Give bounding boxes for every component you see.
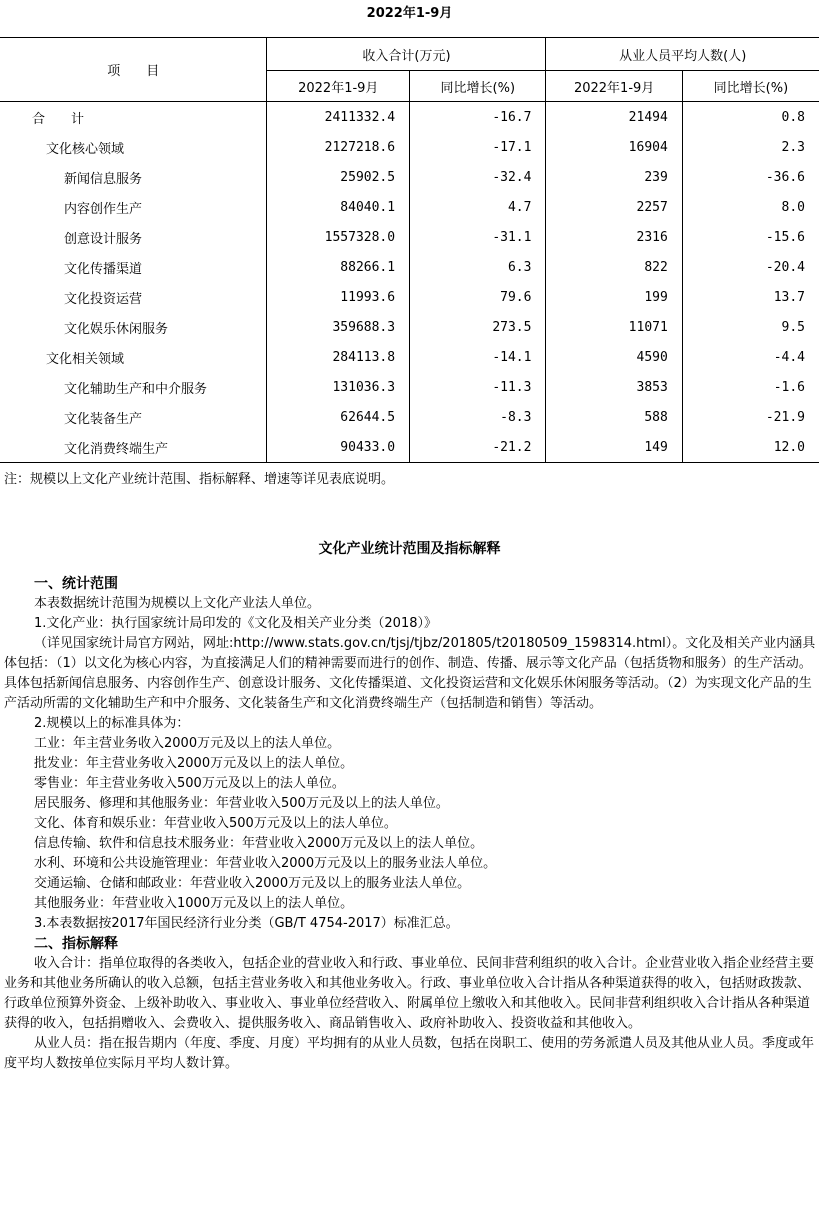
item-1-paragraph: 1.文化产业：执行国家统计局印发的《文化及相关产业分类（2018）》 bbox=[34, 616, 437, 631]
explanation-section bbox=[4, 574, 816, 1074]
row-income-growth: -11.3 bbox=[410, 372, 546, 402]
standard-item: 水利、环境和公共设施管理业：年营业收入2000万元及以上的服务业法人单位。 bbox=[34, 856, 497, 871]
row-name: 文化投资运营 bbox=[64, 291, 143, 307]
row-income-growth: -32.4 bbox=[410, 162, 546, 192]
row-employees-growth: -4.4 bbox=[682, 342, 819, 372]
table-row bbox=[0, 162, 819, 192]
statistics-table bbox=[0, 37, 819, 463]
row-name: 文化辅助生产和中介服务 bbox=[64, 381, 208, 397]
row-income-growth: -21.2 bbox=[410, 432, 546, 463]
table-row bbox=[0, 312, 819, 342]
scope-paragraph: 本表数据统计范围为规模以上文化产业法人单位。 bbox=[34, 596, 321, 611]
row-employees: 822 bbox=[546, 252, 682, 282]
employees-growth-header: 同比增长(%) bbox=[682, 71, 819, 102]
standard-item: 零售业：年主营业务收入500万元及以上的法人单位。 bbox=[34, 776, 345, 791]
row-employees-growth: 9.5 bbox=[682, 312, 819, 342]
section-title: 文化产业统计范围及指标解释 bbox=[318, 541, 501, 557]
row-name: 文化相关领域 bbox=[46, 351, 125, 367]
table-row bbox=[0, 342, 819, 372]
row-name: 文化消费终端生产 bbox=[0, 432, 267, 463]
income-definition-paragraph: 收入合计：指单位取得的各类收入，包括企业的营业收入和行政、事业单位、民间非营利组织的收入合计。企业营业收入指企业经营主要业务和其他业务所确认的收入总额，包括主营业务收入和其他业务收入。行政、事业单位收入合计指从各种渠道获得的收入，包括财政拨款、行政单位预算外资金、上级补助收入、事业收入、事业单位经营收入、附属单位上缴收入和其他收入。民间非营利组织收入合计指从各种渠道获得的收入，包括捐赠收入、会费收入、提供服务收入、商品销售收入、政府补助收入、投资收益和其他收入。 bbox=[4, 956, 815, 1031]
table-row bbox=[0, 132, 819, 162]
employees-definition-paragraph: 从业人员：指在报告期内（年度、季度、月度）平均拥有的从业人员数，包括在岗职工、使用的劳务派遣人员及其他从业人员。季度或年度平均人数按单位实际月平均人数计算。 bbox=[4, 1036, 815, 1071]
row-income-growth: -16.7 bbox=[410, 102, 546, 133]
employees-group-header: 从业人员平均人数(人) bbox=[546, 38, 819, 71]
row-employees: 199 bbox=[546, 282, 682, 312]
item-column-header: 项 目 bbox=[0, 38, 267, 102]
row-employees-growth: 8.0 bbox=[682, 192, 819, 222]
row-employees-growth: 0.8 bbox=[682, 102, 819, 133]
standard-item: 批发业：年主营业务收入2000万元及以上的法人单位。 bbox=[34, 756, 354, 771]
row-income: 284113.8 bbox=[267, 342, 410, 372]
row-name: 文化娱乐休闲服务 bbox=[64, 321, 169, 337]
table-body bbox=[0, 102, 819, 463]
row-employees-growth: -15.6 bbox=[682, 222, 819, 252]
table-row bbox=[0, 252, 819, 282]
income-period-header: 2022年1-9月 bbox=[267, 71, 410, 102]
row-employees: 2257 bbox=[546, 192, 682, 222]
item-3-paragraph: 3.本表数据按2017年国民经济行业分类（GB/T 4754-2017）标准汇总。 bbox=[34, 916, 459, 931]
row-employees: 239 bbox=[546, 162, 682, 192]
row-employees: 588 bbox=[546, 402, 682, 432]
standard-item: 信息传输、软件和信息技术服务业：年营业收入2000万元及以上的法人单位。 bbox=[34, 836, 484, 851]
income-group-header: 收入合计(万元) bbox=[267, 38, 546, 71]
row-name: 文化装备生产 bbox=[64, 411, 143, 427]
row-income-growth: -8.3 bbox=[410, 402, 546, 432]
row-income: 1557328.0 bbox=[267, 222, 410, 252]
row-income: 2411332.4 bbox=[267, 102, 410, 133]
row-employees-growth: 2.3 bbox=[682, 132, 819, 162]
row-income: 25902.5 bbox=[267, 162, 410, 192]
row-income-growth: 6.3 bbox=[410, 252, 546, 282]
table-row bbox=[0, 432, 819, 463]
table-row bbox=[0, 222, 819, 252]
table-row bbox=[0, 282, 819, 312]
employees-period-header: 2022年1-9月 bbox=[546, 71, 682, 102]
table-note: 注：规模以上文化产业统计范围、指标解释、增速等详见表底说明。 bbox=[4, 472, 395, 487]
row-employees: 149 bbox=[546, 432, 682, 463]
row-employees-growth: -20.4 bbox=[682, 252, 819, 282]
row-income: 359688.3 bbox=[267, 312, 410, 342]
row-income: 62644.5 bbox=[267, 402, 410, 432]
row-income: 11993.6 bbox=[267, 282, 410, 312]
table-row bbox=[0, 372, 819, 402]
row-name: 合 计 bbox=[32, 111, 85, 127]
row-income-growth: 273.5 bbox=[410, 312, 546, 342]
row-employees-growth: -36.6 bbox=[682, 162, 819, 192]
row-employees-growth: 13.7 bbox=[682, 282, 819, 312]
row-income: 2127218.6 bbox=[267, 132, 410, 162]
income-growth-header: 同比增长(%) bbox=[410, 71, 546, 102]
row-name: 文化核心领域 bbox=[46, 141, 125, 157]
standard-item: 居民服务、修理和其他服务业：年营业收入500万元及以上的法人单位。 bbox=[34, 796, 449, 811]
row-income-growth: 79.6 bbox=[410, 282, 546, 312]
row-income-growth: -17.1 bbox=[410, 132, 546, 162]
row-income: 84040.1 bbox=[267, 192, 410, 222]
row-name: 创意设计服务 bbox=[64, 231, 143, 247]
row-employees: 21494 bbox=[546, 102, 682, 133]
item-1-detail-paragraph: （详见国家统计局官方网站，网址:http://www.stats.gov.cn/tjsj/tjbz/201805/t20180509_1598314.html）。文化及相关产业内涵具体包括：（1）以文化为核心内容，为直接满足人们的精神需要而进行的创作、制造、传播、展示等文化产品（包括货物和服务）的生产活动。具体包括新闻信息服务、内容创作生产、创意设计服务、文化传播渠道、文化投资运营和文化娱乐休闲服务等活动。（2）为实现文化产品的生产活动所需的文化辅助生产和中介服务、文化装备生产和文化消费终端生产（包括制造和销售）等活动。 bbox=[4, 636, 816, 711]
row-name: 内容创作生产 bbox=[64, 201, 143, 217]
row-employees-growth: 12.0 bbox=[682, 432, 819, 463]
row-income: 131036.3 bbox=[267, 372, 410, 402]
standards-list bbox=[4, 734, 816, 914]
row-income-growth: 4.7 bbox=[410, 192, 546, 222]
row-income-growth: -31.1 bbox=[410, 222, 546, 252]
row-employees: 11071 bbox=[546, 312, 682, 342]
row-name: 新闻信息服务 bbox=[64, 171, 143, 187]
row-employees: 3853 bbox=[546, 372, 682, 402]
item-2-paragraph: 2.规模以上的标准具体为： bbox=[34, 716, 190, 731]
row-employees: 4590 bbox=[546, 342, 682, 372]
row-employees: 16904 bbox=[546, 132, 682, 162]
row-income: 88266.1 bbox=[267, 252, 410, 282]
row-employees: 2316 bbox=[546, 222, 682, 252]
standard-item: 其他服务业：年营业收入1000万元及以上的法人单位。 bbox=[34, 896, 354, 911]
heading-scope: 一、统计范围 bbox=[34, 576, 118, 592]
row-income-growth: -14.1 bbox=[410, 342, 546, 372]
table-row bbox=[0, 402, 819, 432]
table-row bbox=[0, 192, 819, 222]
standard-item: 工业：年主营业务收入2000万元及以上的法人单位。 bbox=[34, 736, 341, 751]
heading-indicators: 二、指标解释 bbox=[34, 936, 118, 952]
page-title: 2022年1-9月 bbox=[366, 6, 453, 21]
row-name: 文化传播渠道 bbox=[64, 261, 143, 277]
row-employees-growth: -21.9 bbox=[682, 402, 819, 432]
standard-item: 文化、体育和娱乐业：年营业收入500万元及以上的法人单位。 bbox=[34, 816, 397, 831]
table-row bbox=[0, 102, 819, 133]
row-income: 90433.0 bbox=[267, 432, 410, 463]
row-employees-growth: -1.6 bbox=[682, 372, 819, 402]
standard-item: 交通运输、仓储和邮政业：年营业收入2000万元及以上的服务业法人单位。 bbox=[34, 876, 471, 891]
